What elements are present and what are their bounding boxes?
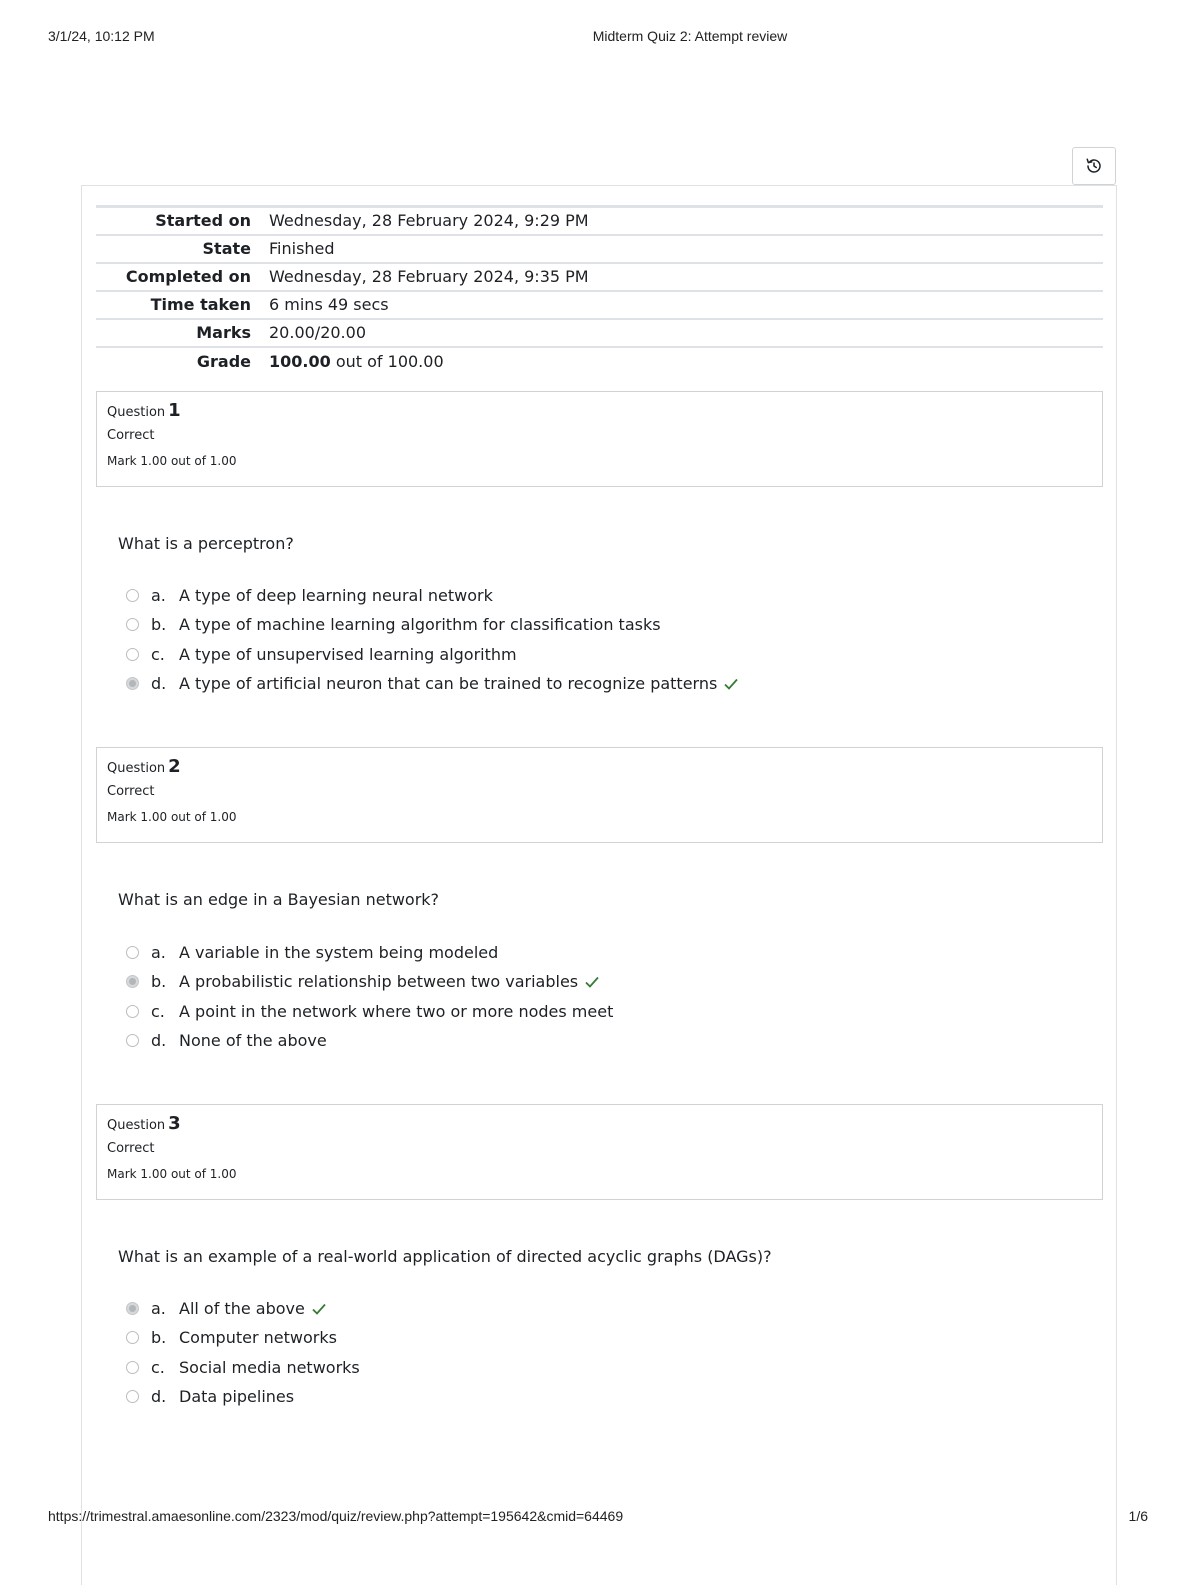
grade-score: 100.00 (269, 351, 331, 371)
answer-letter: d. (151, 1031, 167, 1051)
question-state: Correct (107, 784, 155, 799)
summary-value: Finished (269, 239, 335, 258)
answer-list-2 (126, 938, 613, 1055)
print-title: Midterm Quiz 2: Attempt review (592, 28, 788, 44)
summary-row-state (96, 235, 1103, 263)
answer-option[interactable] (126, 1323, 360, 1352)
summary-label: Time taken (150, 295, 251, 314)
question-number (107, 400, 1092, 424)
radio-button[interactable] (126, 589, 139, 602)
answer-text: A type of machine learning algorithm for classification tasks (179, 615, 661, 635)
question-mark: Mark 1.00 out of 1.00 (107, 454, 237, 468)
answer-text: Computer networks (179, 1328, 337, 1348)
check-icon (584, 974, 600, 990)
summary-value: 6 mins 49 secs (269, 295, 389, 314)
summary-label: Started on (155, 211, 251, 231)
summary-label: Grade (196, 351, 251, 371)
radio-button-checked[interactable] (126, 1302, 139, 1315)
answer-letter: c. (151, 644, 165, 664)
summary-row-started (96, 207, 1103, 235)
summary-value: 20.00/20.00 (269, 323, 366, 342)
answer-option[interactable] (126, 1353, 360, 1382)
question-label: Question (107, 761, 166, 776)
check-icon (311, 1301, 327, 1317)
answer-letter: c. (151, 1001, 165, 1021)
answer-text: A point in the network where two or more nodes meet (179, 1001, 614, 1021)
radio-button[interactable] (126, 648, 139, 661)
answer-letter: d. (151, 674, 167, 694)
answer-list-1 (126, 581, 739, 698)
question-mark: Mark 1.00 out of 1.00 (107, 810, 237, 824)
radio-button[interactable] (126, 1005, 139, 1018)
print-url: https://trimestral.amaesonline.com/2323/mod/quiz/review.php?attempt=195642&cmid=64469 (48, 1508, 624, 1524)
answer-letter: a. (151, 1299, 166, 1319)
summary-row-completed (96, 263, 1103, 291)
answer-text: A type of artificial neuron that can be trained to recognize patterns (179, 674, 718, 694)
summary-label: Completed on (125, 267, 251, 286)
answer-letter: c. (151, 1357, 165, 1377)
answer-text: A variable in the system being modeled (179, 943, 499, 963)
answer-letter: b. (151, 615, 167, 635)
answer-text: A type of deep learning neural network (179, 586, 493, 606)
summary-row-grade (96, 347, 1103, 375)
question-info-1 (96, 391, 1103, 487)
answer-letter: b. (151, 1328, 167, 1348)
question-number (107, 756, 1092, 780)
summary-row-time-taken (96, 291, 1103, 319)
print-page-number: 1/6 (1128, 1508, 1148, 1524)
answer-option[interactable] (126, 610, 739, 639)
question-info-3 (96, 1104, 1103, 1200)
question-text: What is an example of a real-world application of directed acyclic graphs (DAGs)? (118, 1247, 772, 1266)
answer-option-selected[interactable] (126, 1294, 360, 1323)
answer-text: A type of unsupervised learning algorithm (179, 644, 517, 664)
question-label: Question (107, 405, 166, 420)
question-number-value: 3 (168, 1113, 181, 1134)
answer-list-3 (126, 1294, 360, 1411)
check-icon (723, 676, 739, 692)
summary-label: State (202, 239, 251, 258)
question-text: What is an edge in a Bayesian network? (118, 890, 440, 909)
answer-option[interactable] (126, 1382, 360, 1411)
question-state: Correct (107, 428, 155, 443)
answer-text: All of the above (179, 1299, 305, 1319)
print-footer (0, 1508, 1200, 1528)
answer-letter: a. (151, 943, 166, 963)
answer-option[interactable] (126, 997, 613, 1026)
question-mark: Mark 1.00 out of 1.00 (107, 1167, 237, 1181)
answer-option-selected[interactable] (126, 967, 613, 996)
summary-label: Marks (196, 323, 251, 342)
grade-out-of: out of 100.00 (330, 351, 444, 371)
history-icon (1085, 157, 1103, 175)
answer-text: None of the above (179, 1031, 327, 1051)
summary-value (269, 347, 1103, 375)
history-button[interactable] (1072, 147, 1116, 185)
answer-letter: a. (151, 586, 166, 606)
radio-button[interactable] (126, 1331, 139, 1344)
summary-value: Wednesday, 28 February 2024, 9:29 PM (269, 211, 589, 231)
question-number (107, 1113, 1092, 1137)
question-number-value: 1 (168, 400, 181, 421)
answer-option[interactable] (126, 938, 613, 967)
answer-text: A probabilistic relationship between two variables (179, 972, 579, 992)
radio-button[interactable] (126, 946, 139, 959)
question-state: Correct (107, 1141, 155, 1156)
print-header (0, 28, 1200, 48)
print-datetime: 3/1/24, 10:12 PM (48, 28, 155, 44)
answer-option[interactable] (126, 581, 739, 610)
radio-button[interactable] (126, 1361, 139, 1374)
question-label: Question (107, 1118, 166, 1133)
question-text: What is a perceptron? (118, 534, 294, 553)
question-number-value: 2 (168, 756, 181, 777)
radio-button[interactable] (126, 1034, 139, 1047)
summary-value: Wednesday, 28 February 2024, 9:35 PM (269, 267, 589, 286)
answer-option-selected[interactable] (126, 669, 739, 698)
radio-button-checked[interactable] (126, 975, 139, 988)
summary-row-marks (96, 319, 1103, 347)
attempt-summary-table (96, 205, 1103, 375)
answer-text: Data pipelines (179, 1387, 295, 1407)
answer-letter: b. (151, 972, 167, 992)
radio-button[interactable] (126, 618, 139, 631)
answer-option[interactable] (126, 640, 739, 669)
answer-letter: d. (151, 1387, 167, 1407)
answer-text: Social media networks (179, 1357, 360, 1377)
answer-option[interactable] (126, 1026, 613, 1055)
radio-button[interactable] (126, 1390, 139, 1403)
question-info-2 (96, 747, 1103, 843)
radio-button-checked[interactable] (126, 677, 139, 690)
